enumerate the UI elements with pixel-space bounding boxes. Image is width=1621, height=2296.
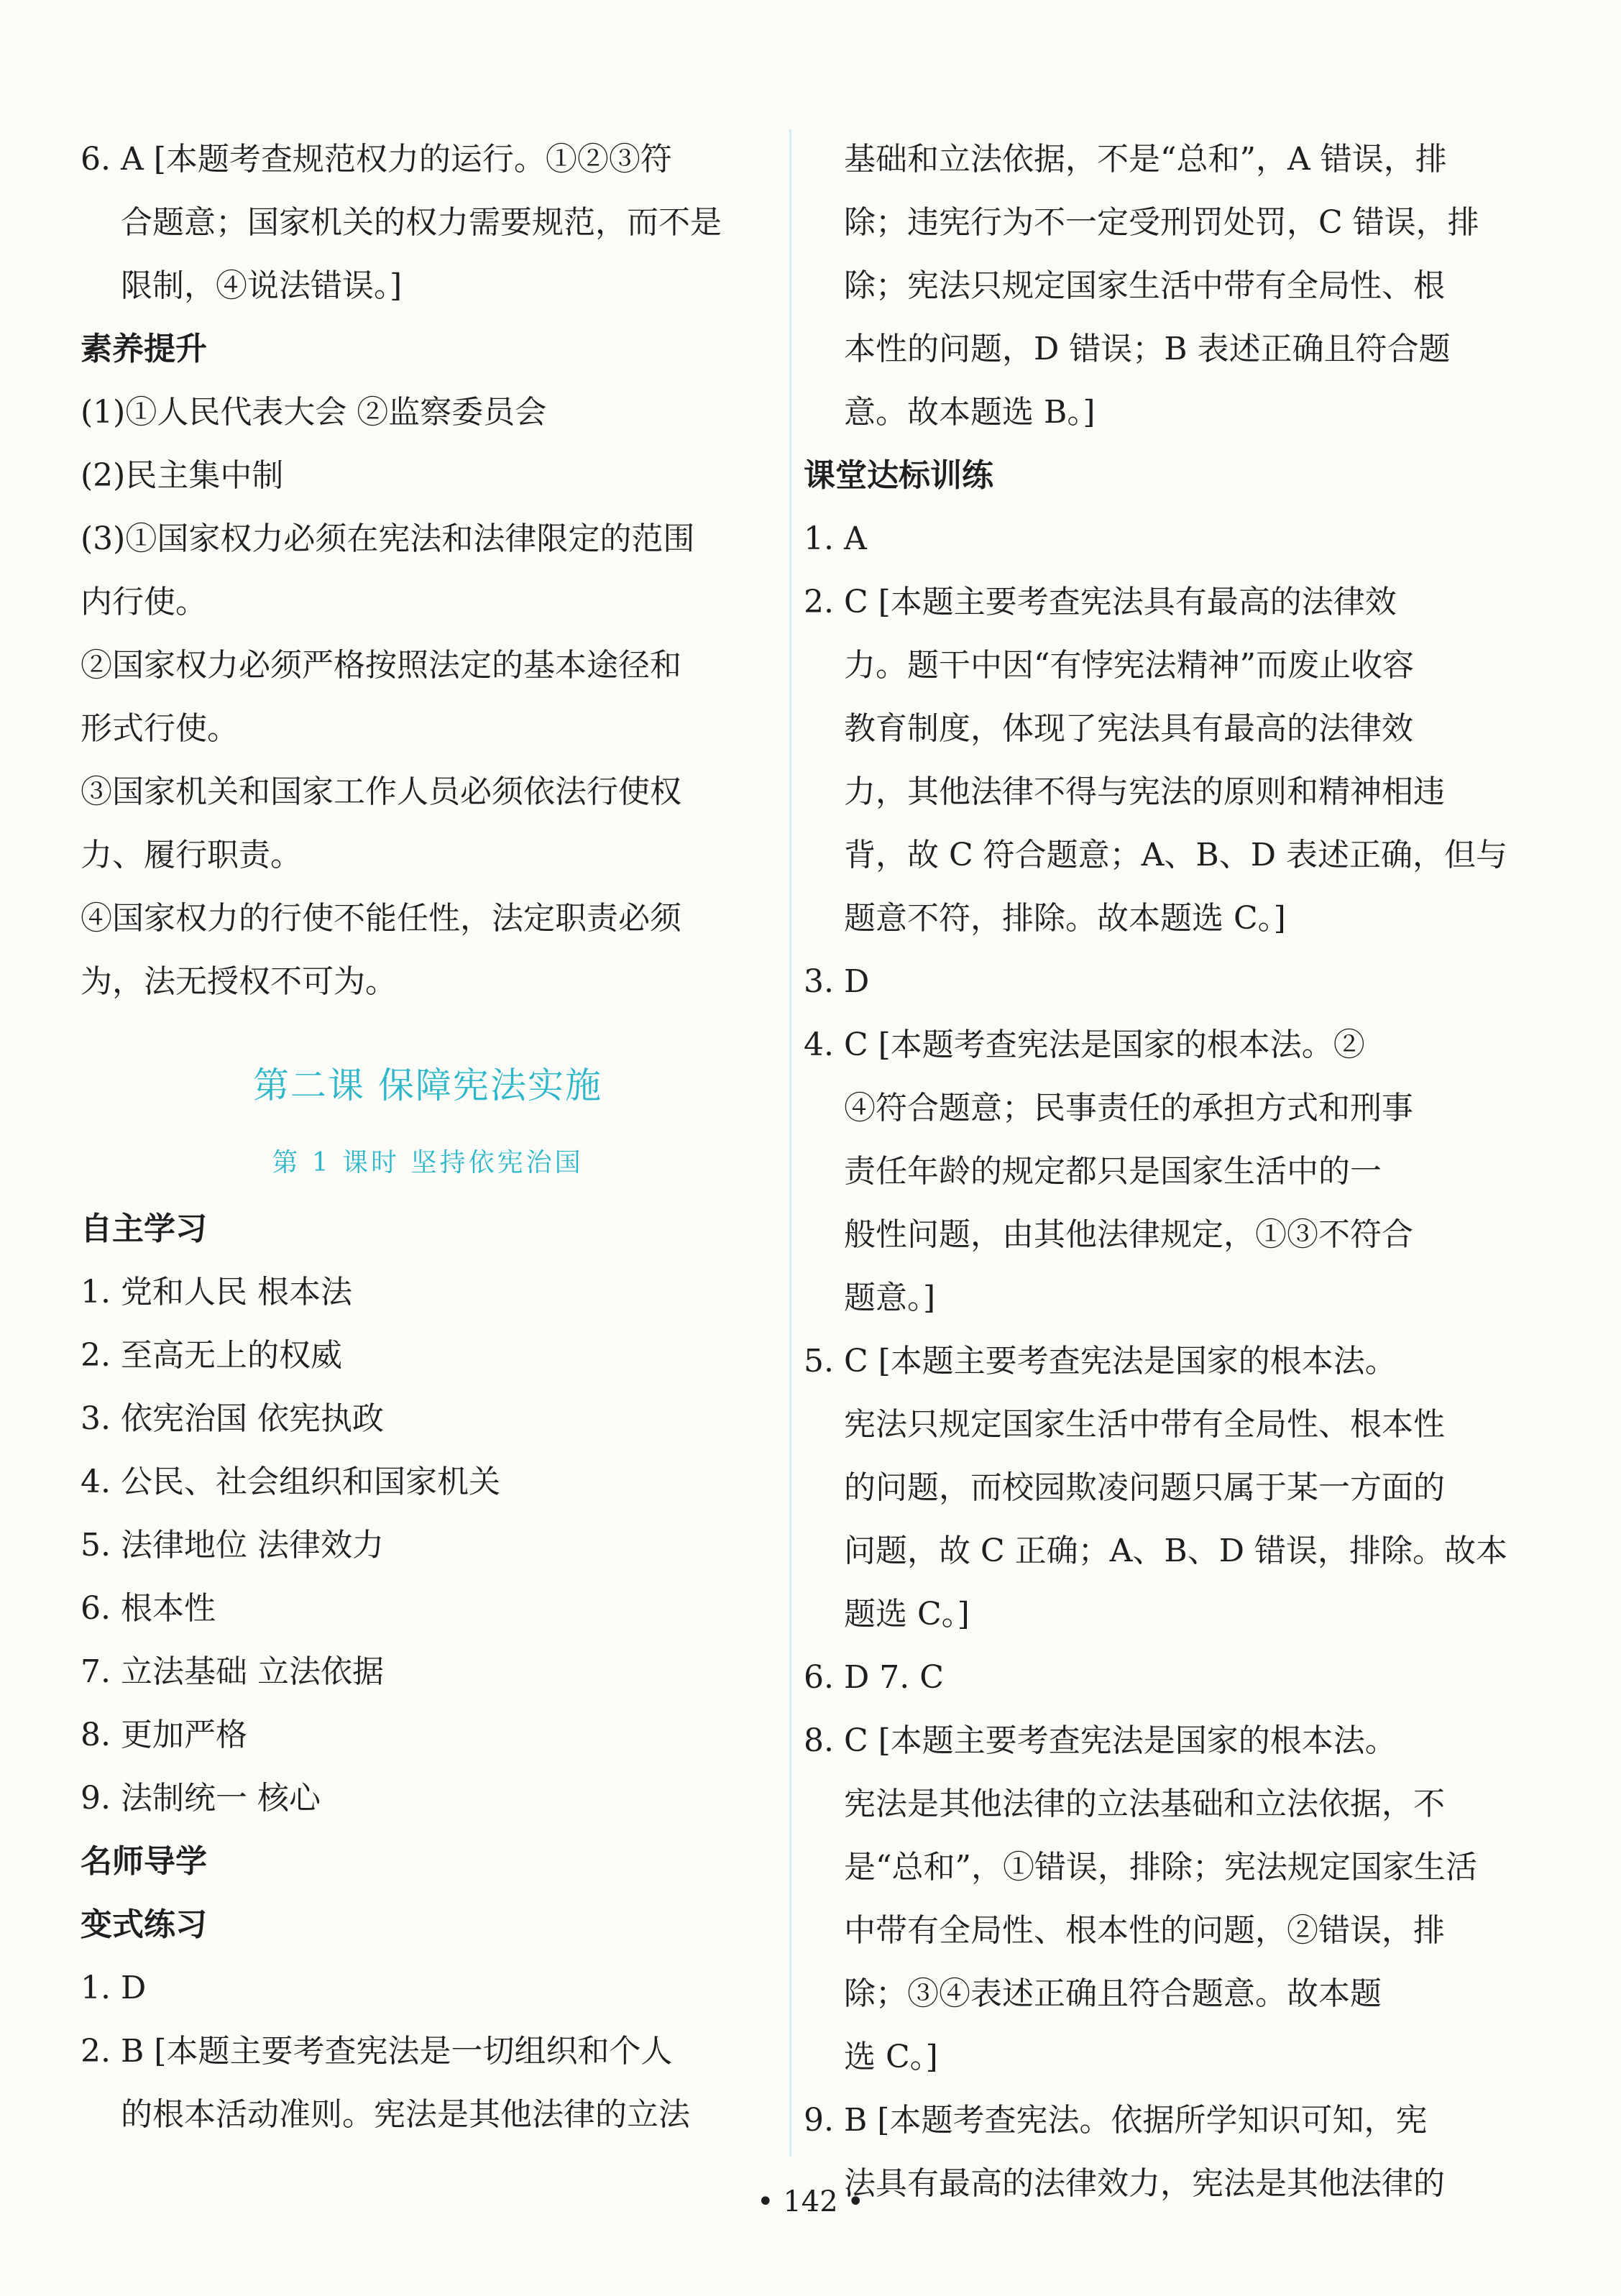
lesson-title: 第二课 保障宪法实施	[253, 1065, 602, 1106]
ketang-2-line-5: 背，故 C 符合题意；A、B、D 表述正确，但与	[844, 837, 1508, 873]
zizhu-2: 2. 至高无上的权威	[81, 1337, 342, 1374]
bianshi-1: 1. D	[81, 1970, 147, 2006]
ketang-8-line-3: 是“总和”，①错误，排除；宪法规定国家生活	[844, 1849, 1477, 1886]
ketang-2-line-3: 教育制度，体现了宪法具有最高的法律效	[844, 710, 1413, 747]
bianshi-2-line-3: 基础和立法依据，不是“总和”，A 错误，排	[844, 141, 1447, 178]
suyang-2: (2)民主集中制	[81, 457, 284, 494]
suyang-3-line-4: 形式行使。	[81, 710, 239, 747]
section-heading-mingshi: 名师导学	[81, 1843, 207, 1880]
ketang-2-line-2: 力。题干中因“有悖宪法精神”而废止收容	[844, 647, 1414, 684]
answer-6-line-1: 6. A [本题考查规范权力的运行。①②③符	[81, 141, 672, 178]
ketang-6-7: 6. D 7. C	[804, 1659, 944, 1696]
suyang-1: (1)①人民代表大会 ②监察委员会	[81, 394, 547, 431]
zizhu-9: 9. 法制统一 核心	[81, 1780, 321, 1817]
zizhu-3: 3. 依宪治国 依宪执政	[81, 1400, 384, 1437]
section-heading-suyang: 素养提升	[81, 331, 207, 367]
suyang-3-line-1: (3)①国家权力必须在宪法和法律限定的范围	[81, 520, 695, 557]
bianshi-2-line-2: 的根本活动准则。宪法是其他法律的立法	[121, 2096, 690, 2133]
ketang-5-line-5: 题选 C。]	[844, 1596, 970, 1633]
ketang-9-line-1: 9. B [本题考查宪法。依据所学知识可知，宪	[804, 2102, 1428, 2139]
suyang-3-line-5: ③国家机关和国家工作人员必须依法行使权	[81, 773, 681, 810]
ketang-8-line-6: 选 C。]	[844, 2039, 938, 2075]
ketang-9-line-2: 法具有最高的法律效力，宪法是其他法律的	[844, 2165, 1445, 2202]
ketang-4-line-2: ④符合题意；民事责任的承担方式和刑事	[844, 1090, 1413, 1126]
section-heading-zizhu: 自主学习	[81, 1211, 207, 1247]
ketang-8-line-5: 除；③④表述正确且符合题意。故本题	[844, 1975, 1382, 2012]
zizhu-7: 7. 立法基础 立法依据	[81, 1653, 384, 1690]
bianshi-2-line-5: 除；宪法只规定国家生活中带有全局性、根	[844, 267, 1445, 304]
zizhu-5: 5. 法律地位 法律效力	[81, 1527, 384, 1563]
column-divider	[789, 129, 791, 2157]
zizhu-4: 4. 公民、社会组织和国家机关	[81, 1464, 500, 1500]
suyang-3-line-7: ④国家权力的行使不能任性，法定职责必须	[81, 900, 681, 937]
section-heading-ketang: 课堂达标训练	[804, 457, 993, 494]
page-number: • 142 •	[757, 2185, 864, 2218]
ketang-1: 1. A	[804, 520, 867, 557]
suyang-3-line-8: 为，法无授权不可为。	[81, 963, 397, 1000]
ketang-8-line-4: 中带有全局性、根本性的问题，②错误，排	[844, 1912, 1445, 1949]
bianshi-2-line-7: 意。故本题选 B。]	[844, 394, 1096, 431]
zizhu-1: 1. 党和人民 根本法	[81, 1274, 352, 1310]
ketang-4-line-3: 责任年龄的规定都只是国家生活中的一	[844, 1153, 1382, 1190]
ketang-3: 3. D	[804, 963, 870, 1000]
suyang-3-line-2: 内行使。	[81, 584, 207, 620]
answer-6-line-2: 合题意；国家机关的权力需要规范，而不是	[121, 204, 722, 241]
ketang-5-line-2: 宪法只规定国家生活中带有全局性、根本性	[844, 1406, 1445, 1443]
section-heading-bianshi: 变式练习	[81, 1906, 207, 1943]
left-column	[81, 128, 775, 2146]
ketang-4-line-4: 般性问题，由其他法律规定，①③不符合	[844, 1216, 1413, 1253]
ketang-5-line-3: 的问题，而校园欺凌问题只属于某一方面的	[844, 1469, 1445, 1506]
bianshi-2-line-6: 本性的问题，D 错误；B 表述正确且符合题	[844, 331, 1451, 367]
right-column	[804, 128, 1523, 2215]
ketang-5-line-4: 问题，故 C 正确；A、B、D 错误，排除。故本	[844, 1533, 1508, 1569]
suyang-3-line-3: ②国家权力必须严格按照法定的基本途径和	[81, 647, 681, 684]
zizhu-6: 6. 根本性	[81, 1590, 216, 1627]
ketang-8-line-1: 8. C [本题主要考查宪法是国家的根本法。	[804, 1722, 1397, 1759]
ketang-2-line-6: 题意不符，排除。故本题选 C。]	[844, 900, 1286, 937]
ketang-2-line-4: 力，其他法律不得与宪法的原则和精神相违	[844, 773, 1445, 810]
period-title: 第 1 课时 坚持依宪治国	[272, 1148, 584, 1177]
ketang-8-line-2: 宪法是其他法律的立法基础和立法依据，不	[844, 1786, 1445, 1822]
bianshi-2-line-4: 除；违宪行为不一定受刑罚处罚，C 错误，排	[844, 204, 1479, 241]
bianshi-2-line-1: 2. B [本题主要考查宪法是一切组织和个人	[81, 2033, 673, 2070]
answer-6-line-3: 限制，④说法错误。]	[121, 267, 403, 304]
ketang-5-line-1: 5. C [本题主要考查宪法是国家的根本法。	[804, 1343, 1397, 1379]
ketang-2-line-1: 2. C [本题主要考查宪法具有最高的法律效	[804, 584, 1397, 620]
zizhu-8: 8. 更加严格	[81, 1717, 247, 1753]
suyang-3-line-6: 力、履行职责。	[81, 837, 302, 873]
ketang-4-line-5: 题意。]	[844, 1280, 936, 1316]
ketang-4-line-1: 4. C [本题考查宪法是国家的根本法。②	[804, 1027, 1365, 1063]
